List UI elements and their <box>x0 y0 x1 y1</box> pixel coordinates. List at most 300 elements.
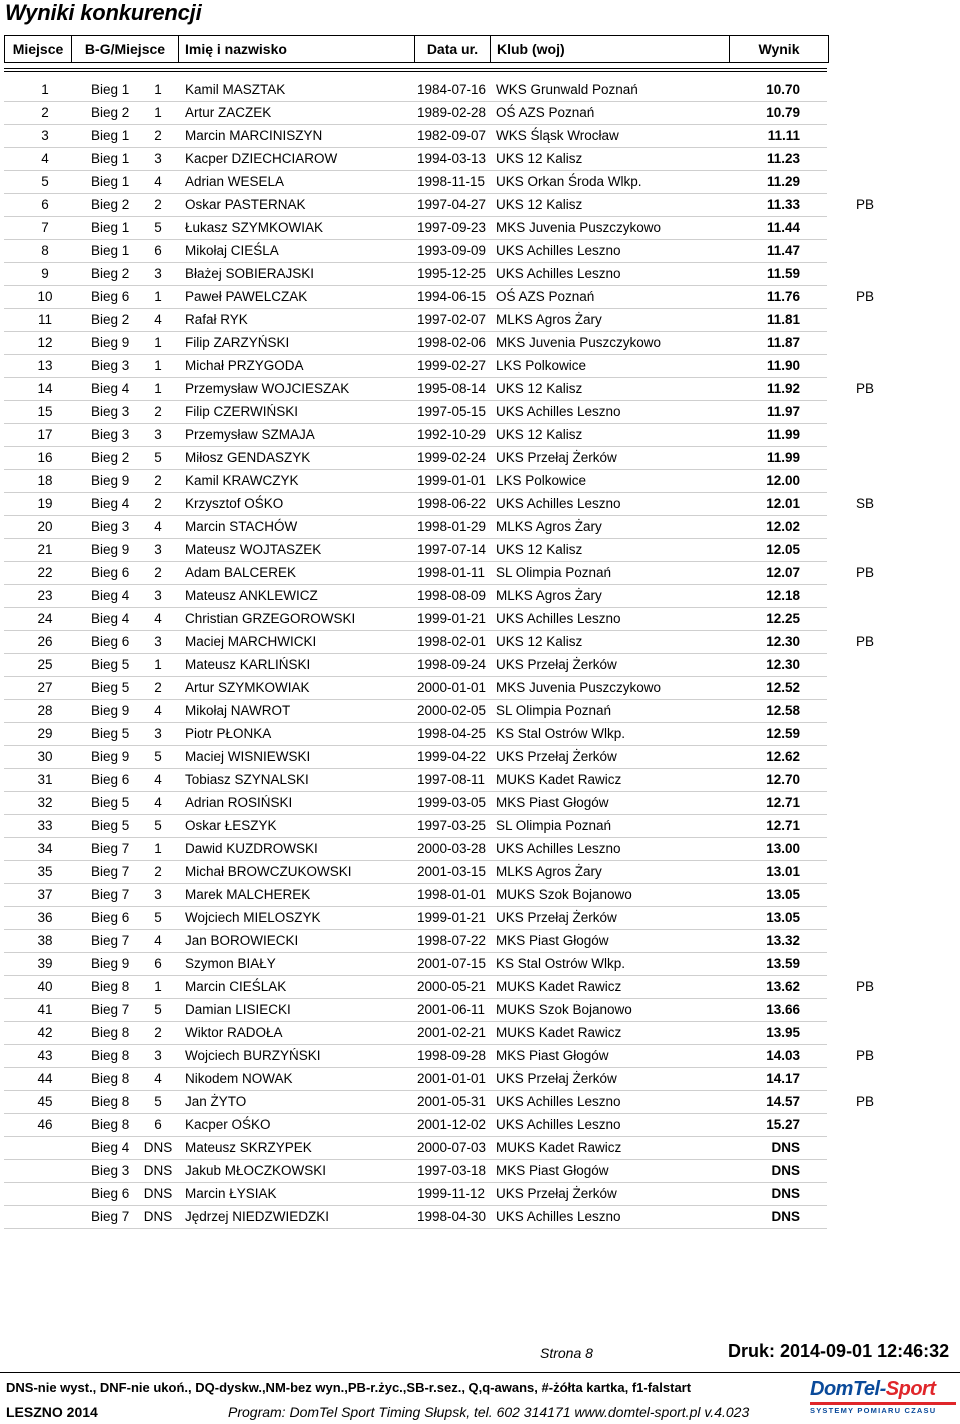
cell-result: DNS <box>771 1163 800 1178</box>
cell-result: 11.29 <box>766 174 800 189</box>
cell-name: Oskar PASTERNAK <box>185 197 306 212</box>
cell-name: Mikołaj NAWROT <box>185 703 291 718</box>
cell-club: UKS 12 Kalisz <box>496 151 583 166</box>
cell-heat: Bieg 6 <box>91 289 130 304</box>
cell-lane: 3 <box>154 151 162 166</box>
cell-result: 13.01 <box>766 864 800 879</box>
cell-lane: 3 <box>154 427 162 442</box>
cell-heat: Bieg 8 <box>91 1048 130 1063</box>
cell-place: 32 <box>37 795 53 810</box>
cell-born: 1999-01-21 <box>417 611 487 626</box>
cell-result: 11.76 <box>766 289 800 304</box>
cell-heat: Bieg 1 <box>91 243 130 258</box>
cell-heat: Bieg 3 <box>91 404 130 419</box>
cell-place: 4 <box>41 151 49 166</box>
cell-born: 2000-03-28 <box>417 841 487 856</box>
cell-club: MKS Juvenia Puszczykowo <box>496 680 662 695</box>
cell-heat: Bieg 5 <box>91 818 130 833</box>
cell-place: 20 <box>37 519 53 534</box>
cell-heat: Bieg 6 <box>91 772 130 787</box>
table-row <box>0 355 960 378</box>
cell-born: 1999-01-21 <box>417 910 487 925</box>
cell-name: Paweł PAWELCZAK <box>185 289 308 304</box>
table-row <box>0 516 960 539</box>
cell-heat: Bieg 9 <box>91 335 130 350</box>
cell-name: Nikodem NOWAK <box>185 1071 293 1086</box>
header-name: Imię i nazwisko <box>179 36 415 63</box>
cell-result: DNS <box>771 1209 800 1224</box>
cell-name: Błażej SOBIERAJSKI <box>185 266 315 281</box>
cell-heat: Bieg 3 <box>91 519 130 534</box>
table-row <box>0 861 960 884</box>
cell-lane: 2 <box>154 128 162 143</box>
cell-note: PB <box>856 565 875 580</box>
cell-club: UKS 12 Kalisz <box>496 542 583 557</box>
cell-lane: 1 <box>154 105 162 120</box>
table-row <box>0 79 960 102</box>
cell-heat: Bieg 9 <box>91 956 130 971</box>
cell-place: 33 <box>37 818 53 833</box>
footer-divider <box>0 1372 960 1373</box>
cell-born: 1997-03-25 <box>417 818 487 833</box>
table-row <box>0 884 960 907</box>
cell-lane: 4 <box>154 174 162 189</box>
cell-result: 12.18 <box>766 588 800 603</box>
cell-born: 1998-11-15 <box>417 174 486 189</box>
cell-born: 1998-09-24 <box>417 657 487 672</box>
table-row <box>0 125 960 148</box>
cell-heat: Bieg 8 <box>91 1025 130 1040</box>
cell-result: 12.58 <box>766 703 800 718</box>
cell-club: MLKS Agros Żary <box>496 312 602 327</box>
cell-lane: 2 <box>154 864 162 879</box>
cell-place: 22 <box>37 565 53 580</box>
header-heat-lane: B-G/Miejsce <box>72 36 179 63</box>
cell-born: 1995-12-25 <box>417 266 487 281</box>
cell-heat: Bieg 3 <box>91 358 130 373</box>
cell-place: 16 <box>37 450 53 465</box>
cell-born: 1997-02-07 <box>417 312 487 327</box>
cell-club: UKS Achilles Leszno <box>496 266 621 281</box>
cell-name: Damian LISIECKI <box>185 1002 291 1017</box>
table-row <box>0 815 960 838</box>
cell-name: Mateusz KARLIŃSKI <box>185 657 311 672</box>
table-row <box>0 585 960 608</box>
cell-result: 12.71 <box>766 795 800 810</box>
cell-club: UKS Achilles Leszno <box>496 496 621 511</box>
cell-born: 2000-07-03 <box>417 1140 487 1155</box>
cell-place: 46 <box>37 1117 53 1132</box>
table-row <box>0 240 960 263</box>
cell-name: Adrian WESELA <box>185 174 285 189</box>
cell-result: 13.32 <box>766 933 800 948</box>
table-row <box>0 723 960 746</box>
cell-name: Mikołaj CIEŚLA <box>185 243 279 258</box>
cell-club: UKS 12 Kalisz <box>496 197 583 212</box>
cell-name: Christian GRZEGOROWSKI <box>185 611 356 626</box>
cell-place: 14 <box>37 381 53 396</box>
cell-place: 23 <box>37 588 53 603</box>
cell-club: MKS Piast Głogów <box>496 1048 609 1063</box>
cell-lane: 3 <box>154 634 162 649</box>
cell-club: UKS Achilles Leszno <box>496 841 621 856</box>
cell-lane: 2 <box>154 197 162 212</box>
cell-club: UKS Achilles Leszno <box>496 1094 621 1109</box>
cell-heat: Bieg 1 <box>91 82 130 97</box>
cell-club: SL Olimpia Poznań <box>496 565 612 580</box>
cell-lane: 1 <box>154 335 162 350</box>
row-divider <box>4 1228 827 1229</box>
cell-result: 12.30 <box>766 634 800 649</box>
cell-club: SL Olimpia Poznań <box>496 703 612 718</box>
cell-place: 6 <box>41 197 49 212</box>
cell-result: 11.81 <box>766 312 800 327</box>
cell-club: UKS Przełaj Żerków <box>496 910 617 925</box>
cell-lane: 5 <box>154 1002 162 1017</box>
cell-name: Miłosz GENDASZYK <box>185 450 311 465</box>
cell-result: 12.07 <box>766 565 800 580</box>
cell-heat: Bieg 7 <box>91 1002 130 1017</box>
cell-lane: 2 <box>154 680 162 695</box>
table-row <box>0 332 960 355</box>
cell-name: Marcin ŁYSIAK <box>185 1186 277 1201</box>
abbreviation-legend: DNS-nie wyst., DNF-nie ukoń., DQ-dyskw.,NM-bez wyn.,PB-r.życ.,SB-r.sez., Q,q-awans, #-żółta kartka, f1-falstart <box>6 1380 692 1395</box>
cell-name: Mateusz SKRZYPEK <box>185 1140 312 1155</box>
cell-club: WKS Śląsk Wrocław <box>496 128 619 143</box>
cell-born: 1997-09-23 <box>417 220 487 235</box>
cell-place: 10 <box>37 289 53 304</box>
cell-name: Artur SZYMKOWIAK <box>185 680 310 695</box>
cell-result: 12.70 <box>766 772 800 787</box>
cell-club: UKS Achilles Leszno <box>496 1117 621 1132</box>
table-row <box>0 286 960 309</box>
cell-born: 1997-05-15 <box>417 404 487 419</box>
cell-name: Piotr PŁONKA <box>185 726 272 741</box>
cell-name: Filip ZARZYŃSKI <box>185 335 290 350</box>
cell-result: 11.87 <box>766 335 800 350</box>
cell-place: 27 <box>37 680 53 695</box>
cell-lane: 5 <box>154 749 162 764</box>
table-row <box>0 378 960 401</box>
table-row <box>0 102 960 125</box>
cell-heat: Bieg 2 <box>91 105 130 120</box>
cell-result: 12.52 <box>766 680 800 695</box>
cell-place: 42 <box>37 1025 53 1040</box>
cell-note: PB <box>856 1048 875 1063</box>
cell-result: 13.95 <box>766 1025 800 1040</box>
cell-club: MLKS Agros Żary <box>496 588 602 603</box>
cell-name: Rafał RYK <box>185 312 248 327</box>
cell-born: 1982-09-07 <box>417 128 487 143</box>
table-row <box>0 562 960 585</box>
cell-born: 1992-10-29 <box>417 427 487 442</box>
cell-result: 11.23 <box>766 151 800 166</box>
cell-heat: Bieg 9 <box>91 542 130 557</box>
cell-result: 11.92 <box>766 381 800 396</box>
venue-label: LESZNO 2014 <box>6 1404 98 1420</box>
cell-place: 18 <box>37 473 53 488</box>
cell-name: Jędrzej NIEDZWIEDZKI <box>185 1209 330 1224</box>
cell-place: 21 <box>37 542 53 557</box>
cell-place: 11 <box>37 312 52 327</box>
cell-result: 14.57 <box>766 1094 800 1109</box>
cell-lane: 1 <box>154 82 162 97</box>
table-row <box>0 1022 960 1045</box>
cell-place: 39 <box>37 956 53 971</box>
page-title: Wyniki konkurencji <box>5 0 202 25</box>
cell-born: 2000-01-01 <box>417 680 487 695</box>
cell-result: 11.11 <box>767 128 800 143</box>
cell-heat: Bieg 5 <box>91 680 130 695</box>
table-row <box>0 539 960 562</box>
table-row <box>0 1045 960 1068</box>
cell-born: 2000-02-05 <box>417 703 487 718</box>
cell-lane: 4 <box>154 611 162 626</box>
results-header <box>4 35 829 63</box>
table-row <box>0 148 960 171</box>
cell-club: MLKS Agros Żary <box>496 864 602 879</box>
header-club: Klub (woj) <box>491 36 730 63</box>
cell-result: 12.25 <box>766 611 800 626</box>
table-row <box>0 769 960 792</box>
cell-result: 12.01 <box>766 496 800 511</box>
cell-club: UKS 12 Kalisz <box>496 427 583 442</box>
cell-club: MUKS Kadet Rawicz <box>496 772 622 787</box>
cell-lane: DNS <box>143 1140 173 1155</box>
table-row <box>0 217 960 240</box>
cell-born: 2001-01-01 <box>417 1071 487 1086</box>
table-row <box>0 953 960 976</box>
cell-club: MKS Juvenia Puszczykowo <box>496 220 662 235</box>
cell-lane: 3 <box>154 887 162 902</box>
cell-place: 24 <box>37 611 53 626</box>
cell-club: MKS Piast Głogów <box>496 933 609 948</box>
cell-place: 8 <box>41 243 49 258</box>
table-row <box>0 1137 960 1160</box>
cell-name: Maciej WISNIEWSKI <box>185 749 311 764</box>
cell-result: 13.66 <box>766 1002 800 1017</box>
header-place: Miejsce <box>5 36 72 63</box>
cell-born: 2001-07-15 <box>417 956 487 971</box>
table-row <box>0 263 960 286</box>
cell-name: Jakub MŁOCZKOWSKI <box>185 1163 327 1178</box>
cell-result: 14.03 <box>766 1048 800 1063</box>
cell-lane: 2 <box>154 404 162 419</box>
cell-born: 1998-06-22 <box>417 496 487 511</box>
cell-club: MKS Piast Głogów <box>496 1163 609 1178</box>
cell-place: 13 <box>37 358 53 373</box>
print-timestamp: Druk: 2014-09-01 12:46:32 <box>728 1341 950 1361</box>
cell-lane: 4 <box>154 312 162 327</box>
cell-name: Kamil KRAWCZYK <box>185 473 299 488</box>
program-credit: Program: DomTel Sport Timing Słupsk, tel. 602 314171 www.domtel-sport.pl v.4.023 <box>228 1404 750 1420</box>
cell-place: 2 <box>41 105 49 120</box>
cell-lane: 3 <box>154 588 162 603</box>
logo-accent: Sport <box>885 1378 936 1400</box>
cell-born: 2001-03-15 <box>417 864 487 879</box>
cell-lane: 3 <box>154 542 162 557</box>
table-row <box>0 746 960 769</box>
cell-result: 15.27 <box>766 1117 800 1132</box>
cell-lane: 2 <box>154 565 162 580</box>
cell-place: 28 <box>37 703 53 718</box>
cell-club: UKS Achilles Leszno <box>496 1209 621 1224</box>
cell-result: 11.99 <box>766 427 800 442</box>
cell-heat: Bieg 6 <box>91 565 130 580</box>
cell-name: Filip CZERWIŃSKI <box>185 404 299 419</box>
cell-born: 1998-02-01 <box>417 634 487 649</box>
cell-note: SB <box>856 496 875 511</box>
cell-club: MUKS Kadet Rawicz <box>496 1025 622 1040</box>
cell-club: MKS Juvenia Puszczykowo <box>496 335 662 350</box>
table-row <box>0 1068 960 1091</box>
cell-heat: Bieg 3 <box>91 1163 130 1178</box>
cell-club: MUKS Kadet Rawicz <box>496 979 622 994</box>
cell-name: Wiktor RADOŁA <box>185 1025 283 1040</box>
cell-name: Oskar ŁESZYK <box>185 818 277 833</box>
cell-name: Krzysztof OŚKO <box>185 496 284 511</box>
cell-place: 38 <box>37 933 53 948</box>
table-row <box>0 194 960 217</box>
cell-lane: 5 <box>154 220 162 235</box>
cell-heat: Bieg 9 <box>91 703 130 718</box>
cell-name: Adam BALCEREK <box>185 565 297 580</box>
cell-heat: Bieg 6 <box>91 1186 130 1201</box>
cell-heat: Bieg 7 <box>91 933 130 948</box>
table-row <box>0 677 960 700</box>
cell-born: 1998-04-25 <box>417 726 487 741</box>
cell-result: DNS <box>771 1186 800 1201</box>
cell-result: 12.62 <box>766 749 800 764</box>
cell-club: UKS Przełaj Żerków <box>496 1186 617 1201</box>
cell-name: Marek MALCHEREK <box>185 887 311 902</box>
cell-heat: Bieg 5 <box>91 726 130 741</box>
cell-heat: Bieg 8 <box>91 979 130 994</box>
cell-heat: Bieg 6 <box>91 910 130 925</box>
table-row <box>0 1091 960 1114</box>
cell-heat: Bieg 6 <box>91 634 130 649</box>
cell-lane: 5 <box>154 818 162 833</box>
cell-name: Łukasz SZYMKOWIAK <box>185 220 324 235</box>
cell-place: 41 <box>37 1002 53 1017</box>
cell-name: Mateusz ANKLEWICZ <box>185 588 318 603</box>
cell-name: Marcin CIEŚLAK <box>185 979 287 994</box>
cell-place: 26 <box>37 634 53 649</box>
table-row <box>0 493 960 516</box>
cell-heat: Bieg 1 <box>91 220 130 235</box>
cell-club: SL Olimpia Poznań <box>496 818 612 833</box>
table-row <box>0 700 960 723</box>
cell-place: 1 <box>41 82 49 97</box>
cell-note: PB <box>856 197 875 212</box>
cell-place: 44 <box>37 1071 53 1086</box>
cell-born: 2001-06-11 <box>417 1002 486 1017</box>
cell-result: 13.05 <box>766 910 800 925</box>
cell-born: 2001-05-31 <box>417 1094 487 1109</box>
cell-result: 11.97 <box>766 404 800 419</box>
cell-result: 13.00 <box>766 841 800 856</box>
cell-place: 9 <box>41 266 49 281</box>
cell-place: 36 <box>37 910 53 925</box>
cell-note: PB <box>856 289 875 304</box>
cell-born: 1994-03-13 <box>417 151 487 166</box>
cell-heat: Bieg 1 <box>91 151 130 166</box>
table-row <box>0 1206 960 1229</box>
cell-born: 1998-01-29 <box>417 519 487 534</box>
cell-club: UKS Przełaj Żerków <box>496 450 617 465</box>
cell-club: MKS Piast Głogów <box>496 795 609 810</box>
cell-lane: 5 <box>154 450 162 465</box>
cell-result: 12.59 <box>766 726 800 741</box>
cell-heat: Bieg 8 <box>91 1071 130 1086</box>
cell-note: PB <box>856 381 875 396</box>
cell-place: 5 <box>41 174 49 189</box>
cell-place: 17 <box>37 427 53 442</box>
cell-born: 1997-04-27 <box>417 197 487 212</box>
table-row <box>0 447 960 470</box>
cell-heat: Bieg 1 <box>91 128 130 143</box>
cell-name: Przemysław WOJCIESZAK <box>185 381 350 396</box>
cell-born: 1998-01-01 <box>417 887 487 902</box>
cell-lane: 3 <box>154 726 162 741</box>
cell-club: OŚ AZS Poznań <box>496 289 595 304</box>
cell-place: 37 <box>37 887 53 902</box>
cell-heat: Bieg 3 <box>91 427 130 442</box>
cell-club: KS Stal Ostrów Wlkp. <box>496 726 626 741</box>
cell-born: 1999-02-24 <box>417 450 487 465</box>
cell-club: UKS Achilles Leszno <box>496 611 621 626</box>
cell-club: MUKS Kadet Rawicz <box>496 1140 622 1155</box>
cell-lane: 4 <box>154 933 162 948</box>
cell-name: Kacper DZIECHCIAROW <box>185 151 338 166</box>
cell-result: 10.79 <box>766 105 800 120</box>
logo-text: DomTel- <box>810 1378 886 1400</box>
cell-result: 11.90 <box>766 358 800 373</box>
cell-name: Jan ŻYTO <box>185 1094 247 1109</box>
cell-result: 10.70 <box>766 82 800 97</box>
cell-lane: 4 <box>154 519 162 534</box>
cell-born: 2001-02-21 <box>417 1025 487 1040</box>
cell-heat: Bieg 2 <box>91 312 130 327</box>
cell-born: 1999-04-22 <box>417 749 487 764</box>
cell-note: PB <box>856 979 875 994</box>
cell-note: PB <box>856 1094 875 1109</box>
cell-club: UKS Achilles Leszno <box>496 243 621 258</box>
cell-name: Mateusz WOJTASZEK <box>185 542 322 557</box>
table-row <box>0 1183 960 1206</box>
cell-club: UKS Przełaj Żerków <box>496 1071 617 1086</box>
cell-result: 11.33 <box>766 197 800 212</box>
cell-heat: Bieg 1 <box>91 174 130 189</box>
cell-place: 30 <box>37 749 53 764</box>
cell-heat: Bieg 7 <box>91 864 130 879</box>
cell-heat: Bieg 4 <box>91 588 130 603</box>
cell-result: 14.17 <box>766 1071 800 1086</box>
cell-born: 1999-02-27 <box>417 358 487 373</box>
cell-lane: 1 <box>154 841 162 856</box>
table-row <box>0 838 960 861</box>
cell-lane: 5 <box>154 1094 162 1109</box>
cell-heat: Bieg 5 <box>91 657 130 672</box>
cell-name: Marcin STACHÓW <box>185 519 298 534</box>
cell-lane: 1 <box>154 381 162 396</box>
cell-heat: Bieg 2 <box>91 197 130 212</box>
cell-lane: 3 <box>154 1048 162 1063</box>
cell-result: 12.00 <box>766 473 800 488</box>
table-row <box>0 401 960 424</box>
cell-born: 1998-09-28 <box>417 1048 487 1063</box>
cell-result: 12.71 <box>766 818 800 833</box>
